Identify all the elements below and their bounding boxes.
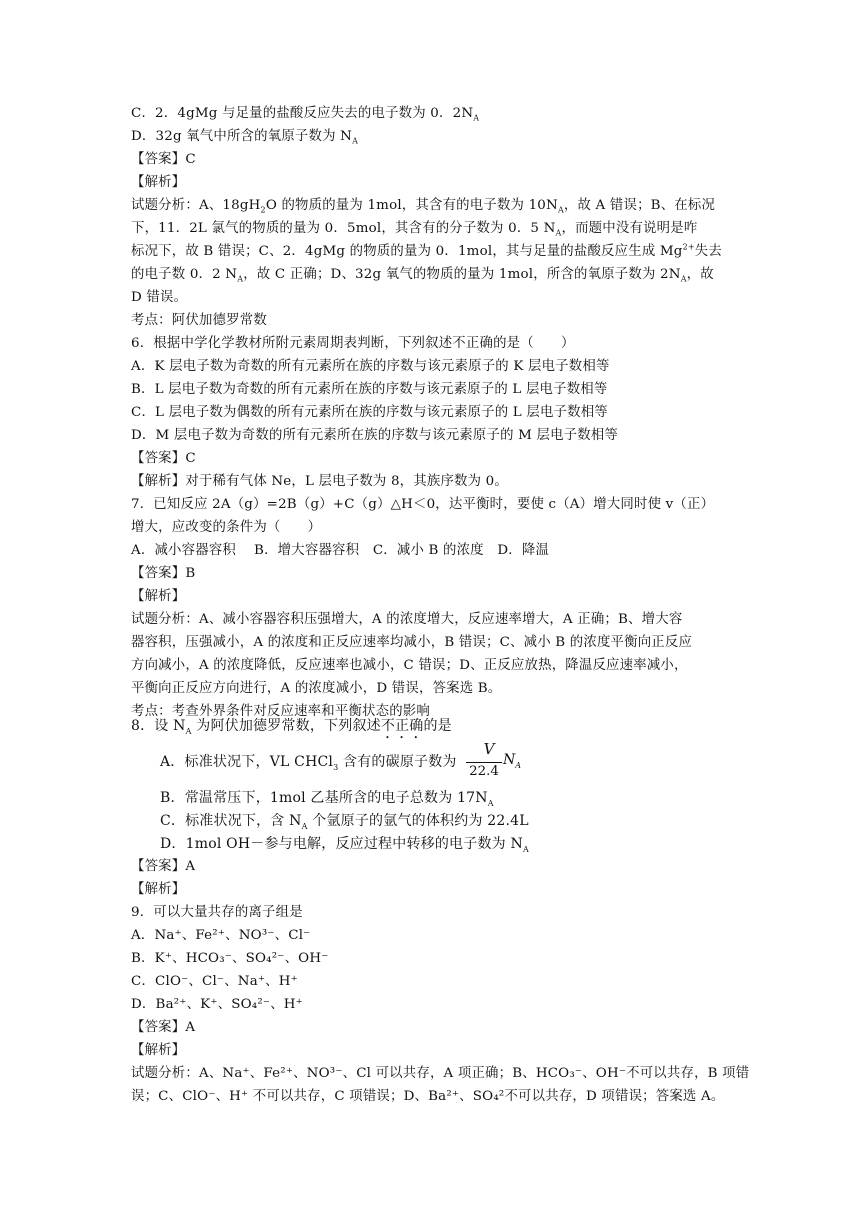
line-text: 失去 — [694, 244, 722, 259]
analysis-q5-line5: D 错误。 — [131, 290, 188, 305]
option-c-q9: C．ClO⁻、Cl⁻、Na⁺、H⁺ — [131, 974, 298, 989]
line-text: D．32g 氧气中所含的氧原子数为 N — [131, 129, 353, 144]
line-text: ，故 C 正确；D、32g 氧气的物质的量为 1mol，所含的氧原子数为 2N — [243, 267, 681, 282]
option-a-q9: A．Na⁺、Fe²⁺、NO³⁻、Cl⁻ — [131, 928, 311, 943]
option-d-q5 — [131, 127, 731, 147]
analysis-q6: 【解析】对于稀有气体 Ne，L 层电子数为 8，其族序数为 0。 — [131, 474, 508, 489]
subscript: A — [557, 205, 564, 215]
analysis-label-q7: 【解析】 — [131, 589, 186, 604]
option-b-q9: B．K⁺、HCO₃⁻、SO₄²⁻、OH⁻ — [131, 951, 329, 966]
option-d-q9: D．Ba²⁺、K⁺、SO₄²⁻、H⁺ — [131, 997, 303, 1012]
line-text: N — [503, 752, 516, 768]
subscript: A — [487, 798, 494, 808]
line-text: 下，11．2L 氯气的物质的量为 0．5mol，其含有的分子数为 0．5 N — [131, 221, 556, 236]
line-text: 的是 — [423, 718, 452, 734]
question-6: 6．根据中学化学教材所附元素周期表判断，下列叙述不正确的是（ ） — [131, 336, 575, 351]
option-c-q8 — [160, 811, 760, 831]
option-b-q8 — [160, 788, 760, 808]
line-text: 个氩原子的氩气的体积约为 22.4L — [307, 813, 529, 829]
line-text: A．标准状况下，VL CHCl — [160, 754, 334, 770]
analysis-q7-line1: 试题分析：A、减小容器容积压强增大，A 的浓度增大，反应速率增大，A 正确；B、增大容 — [131, 612, 683, 627]
analysis-label-q8: 【解析】 — [131, 882, 186, 897]
line-text: D．1mol OH－参与电解，反应过程中转移的电子数为 N — [160, 836, 523, 852]
line-text: O 的物质的量为 1mol，其含有的电子数为 10N — [265, 198, 558, 213]
answer-q6: 【答案】C — [131, 451, 196, 466]
analysis-label-q5: 【解析】 — [131, 175, 186, 190]
avogadro-symbol — [503, 752, 521, 770]
question-9: 9．可以大量共存的离子组是 — [131, 905, 303, 920]
subscript: A — [185, 726, 192, 736]
option-a-q8 — [160, 752, 760, 772]
line-text: 试题分析：A、18gH — [131, 198, 261, 213]
line-text: 8．设 N — [131, 718, 186, 734]
subscript: 2 — [260, 205, 266, 215]
option-c-q6: C．L 层电子数为偶数的所有元素所在族的序数与该元素原子的 L 层电子数相等 — [131, 405, 608, 420]
line-text: 为阿伏加德罗常数，下列叙述 — [191, 718, 381, 734]
analysis-q5-line2 — [131, 219, 731, 239]
key-point-q7: 考点：考查外界条件对反应速率和平衡状态的影响 — [131, 704, 430, 719]
analysis-q5-line3 — [131, 242, 731, 262]
subscript: A — [237, 274, 244, 284]
line-text: ，故 A 错误；B、在标况 — [563, 198, 716, 213]
option-d-q6: D．M 层电子数为奇数的所有元素所在族的序数与该元素原子的 M 层电子数相等 — [131, 428, 619, 443]
option-b-q6: B．L 层电子数为奇数的所有元素所在族的序数与该元素原子的 L 层电子数相等 — [131, 382, 608, 397]
question-7-line1: 7．已知反应 2A（g）=2B（g）+C（g）△H＜0，达平衡时，要使 c（A）增大同时使 v（正） — [131, 497, 715, 512]
analysis-label-q9: 【解析】 — [131, 1043, 186, 1058]
subscript: A — [680, 274, 687, 284]
subscript: A — [555, 228, 562, 238]
analysis-q5-line1 — [131, 196, 731, 216]
line-text: 的电子数 0．2 N — [131, 267, 238, 282]
subscript: A — [473, 113, 480, 123]
subscript: A — [515, 760, 522, 770]
line-text: C．2．4gMg 与足量的盐酸反应失去的电子数为 0．2N — [131, 106, 474, 121]
subscript: A — [352, 136, 359, 146]
fraction-denominator: 22.4 — [469, 764, 499, 779]
line-text: B．常温常压下，1mol 乙基所含的电子总数为 17N — [160, 790, 488, 806]
question-8 — [131, 716, 731, 742]
line-text: ，故 — [686, 267, 714, 282]
option-c-q5 — [131, 104, 731, 124]
analysis-q9-line2: 误；C、ClO⁻、H⁺ 不可以共存，C 项错误；D、Ba²⁺、SO₄²不可以共存，D 项错误；答案选 A。 — [131, 1089, 725, 1104]
answer-q7: 【答案】B — [131, 566, 196, 581]
option-d-q8 — [160, 834, 760, 854]
line-text: 标况下，故 B 错误；C、2．4gMg 的物质的量为 0．1mol，其与足量的盐酸反应生成 Mg — [131, 244, 683, 259]
key-point-q5: 考点：阿伏加德罗常数 — [131, 313, 267, 328]
options-q7: A．减小容器容积 B．增大容器容积 C．减小 B 的浓度 D．降温 — [131, 543, 550, 558]
subscript: 3 — [333, 762, 339, 772]
analysis-q7-line2: 器容积，压强减小，A 的浓度和正反应速率均减小，B 错误；C、减小 B 的浓度平衡向正反应 — [131, 635, 693, 650]
superscript: 2+ — [682, 242, 695, 252]
line-text: 含有的碳原子数为 — [338, 754, 457, 770]
line-text: C．标准状况下，含 N — [160, 813, 302, 829]
question-7-line2: 增大，应改变的条件为（ ） — [131, 520, 322, 535]
emphasized-text: 不正确 — [380, 718, 424, 734]
analysis-q7-line3: 方向减小，A 的浓度降低，反应速率也减小，C 错误；D、正反应放热，降温反应速率减小， — [131, 658, 688, 673]
analysis-q5-line4 — [131, 265, 731, 285]
line-text: ，而题中没有说明是咋 — [561, 221, 698, 236]
answer-q5: 【答案】C — [131, 152, 196, 167]
fraction-numerator: V — [483, 740, 495, 758]
subscript: A — [522, 844, 529, 854]
analysis-q9-line1: 试题分析：A、Na⁺、Fe²⁺、NO³⁻、Cl 可以共存，A 项正确；B、HCO₃⁻、OH⁻不可以共存，B 项错 — [131, 1066, 750, 1081]
analysis-q7-line4: 平衡向正反应方向进行，A 的浓度减小，D 错误，答案选 B。 — [131, 681, 502, 696]
option-a-q6: A．K 层电子数为奇数的所有元素所在族的序数与该元素原子的 K 层电子数相等 — [131, 359, 610, 374]
answer-q9: 【答案】A — [131, 1020, 196, 1035]
answer-q8: 【答案】A — [131, 859, 196, 874]
subscript: A — [301, 821, 308, 831]
